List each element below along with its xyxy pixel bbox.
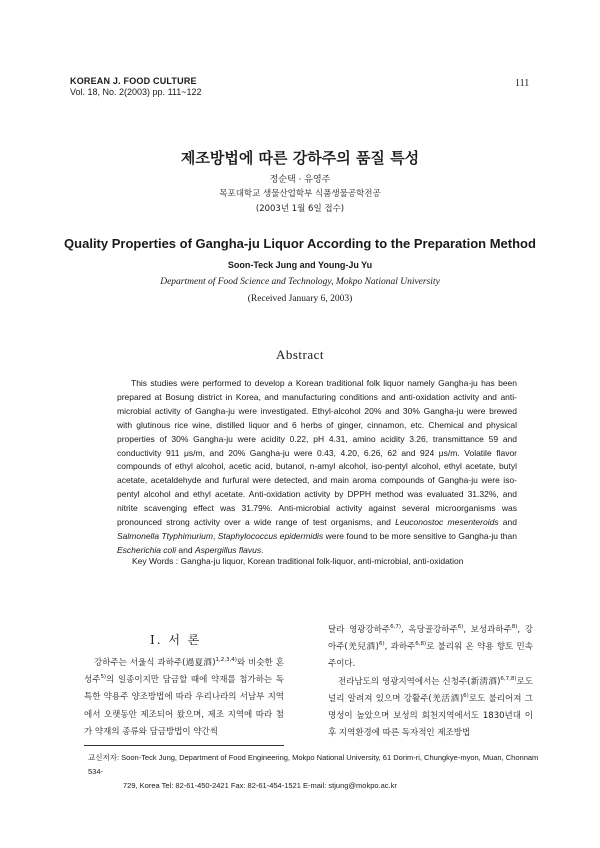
journal-header [70,76,202,98]
abstract-text: were found to be more sensitive to Gangha-ju than [323,530,517,541]
citation: 5) [100,674,107,681]
intro-text: 달라 영광강하주 [328,625,391,635]
organism-name: Salmonella Ttyphimurium [117,530,213,541]
intro-text: 강하주는 서울식 과하주(過夏酒) [94,658,216,668]
citation: 6,7) [390,624,402,631]
intro-text: 와 비슷한 혼성주 [84,658,284,686]
citation: 6,8) [415,641,427,648]
abstract-heading: Abstract [275,347,325,362]
intro-text: 로 불리워 온 약용 향토 민속주이다. [328,642,533,670]
corresponding-author-footnote [88,751,548,793]
citation: 8) [511,624,518,631]
footnote-line: 교신저자: Soon-Teck Jung, Department of Food Engineering, Mokpo National University, 61 Dorim-ri, Chungkye-myon, Muan, Chonnam 534- [88,753,539,776]
footnote-line: 729, Korea Tel: 82-61-450-2421 Fax: 82-61-454-1521 E-mail: stjung@mokpo.ac.kr [123,781,397,790]
intro-text: 의 일종이지만 담금할 때에 약재를 첨가하는 독특한 약용주 양조방법에 따라 우리나라의 서남부 지역에서 오랫동안 제조되어 왔으며, 제조 지역에 따라 첨가 약재의 종류와 담금방법이 약간씩 [84,675,284,737]
abstract-text: . [261,544,264,555]
citation: 6) [378,641,385,648]
keywords-list: Gangha-ju liquor, Korean traditional folk-liquor, anti-microbial, anti-oxidation [180,556,464,566]
organism-name: Aspergillus flavus [194,544,262,555]
korean-title: 제조방법에 따른 강하주의 품질 특성 [180,149,420,167]
intro-text: 로도 널리 알려져 있으며 강활주(羌活酒) [328,676,533,704]
citation: 6,7,8) [500,675,517,682]
intro-text: , 옥당골강하주 [401,625,458,635]
intro-text: , 과하주 [384,642,416,653]
organism-name: Escherichia coli [117,544,177,555]
intro-text: , 보성과하주 [463,625,512,635]
abstract-body [117,377,517,558]
page-number: 111 [515,78,530,89]
intro-text: 전라남도의 영광지역에서는 신청주(新淸酒) [338,676,501,687]
korean-received-date: (2003년 1월 6일 접수) [255,204,345,214]
korean-affiliation: 목포대학교 생물산업학부 식품생물공학전공 [219,189,381,199]
english-title: Quality Properties of Gangha-ju Liquor According to the Preparation Method [64,236,536,251]
abstract-text: and [176,544,195,555]
korean-authors: 정순택 · 유영주 [269,175,331,185]
abstract-text: , [212,530,218,541]
intro-text: 로도 불리어져 그 명성이 높았으며 보성의 회천지역에서도 1830년대 이후 지역환경에 따른 독자적인 제조방법 [328,693,534,739]
footnote-divider [84,745,284,746]
intro-left-column [84,655,284,741]
english-received-date: (Received January 6, 2003) [247,294,353,304]
intro-right-column [328,622,533,742]
abstract-text: This studies were performed to develop a Korean traditional folk liquor namely Gangha-ju has been prepared at Bosung district in Korea, and manufacturing conditions and anti-oxidation activity and anti-microbial activity of Gangha-ju were investigated. Ethyl-alcohol 20% and 30% Gangha-ju were brewed with glutinous rice wine, distilled liquor and 6 herbs of ginger, cinnamon, etc. Chemical and physical properties of 30% Gangha-ju were acidity 0.22, pH 4.31, amino acidity 3.26, transmittance 59 and conductivity 911 μs/m, and 20% Gangha-ju were 0.43, 4.20, 6.26, 62 and 924 μs/m. Volatile flavor compounds of ethyl alcohol, acetic acid, butanol, n-amyl alcohol, iso-pentyl alcohol, ethyl acetate, butyl acetate, acetaldehyde and furfural were detected, and main aroma compounds of Gangha-ju were iso-pentyl alcohol and ethyl acetate. Anti-oxidation activity by DPPH method was evaluated 31.32%, and nitrite scavenging effect was 31.79%. Anti-microbial activity against several microorganisms was pronounced strong activity over a wide range of test organisms, and [117,378,517,528]
keywords-label: Key Words : [132,556,181,566]
journal-name: KOREAN J. FOOD CULTURE [70,76,197,86]
keywords [132,556,464,566]
section-heading-introduction: I. 서 론 [150,633,202,647]
citation: 1,2,3,4) [215,657,237,664]
english-affiliation: Department of Food Science and Technology, Mokpo National University [160,277,440,287]
volume-info: Vol. 18, No. 2(2003) pp. 111~122 [70,87,202,97]
abstract-text: and [498,517,517,528]
intro-paragraph [328,674,533,743]
intro-paragraph [328,622,533,674]
citation: 6) [463,692,469,699]
english-authors: Soon-Teck Jung and Young-Ju Yu [227,260,373,270]
citation: 6) [457,624,464,631]
organism-name: Staphylococcus epidermidis [217,530,324,541]
intro-text: , 강아주(羌兒酒) [328,625,533,653]
organism-name: Leuconostoc mesenteroids [395,517,499,528]
